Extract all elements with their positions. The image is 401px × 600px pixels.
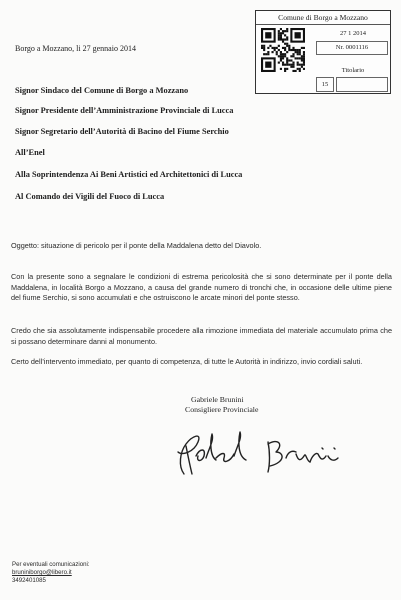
stamp-empty-box (336, 77, 388, 92)
recipient-mayor: Signor Sindaco del Comune di Borgo a Mozzano (15, 86, 189, 95)
recipient-soprintendenza: Alla Soprintendenza Ai Beni Artistici ed Architettonici di Lucca (15, 170, 243, 179)
body-paragraph-3: Certo dell’intervento immediato, per quanto di competenza, di tutte le Autorità in indirizzo, invio cordiali saluti. (11, 357, 363, 366)
recipient-fire-brigade: Al Comando dei Vigili del Fuoco di Lucca (15, 192, 165, 201)
protocol-stamp (255, 10, 391, 94)
footer-contact-label: Per eventuali comunicazioni: (12, 561, 90, 568)
stamp-titolario-label: Titolario (341, 67, 365, 74)
qr-code-icon (261, 28, 305, 72)
footer-phone: 3492401085 (12, 577, 46, 584)
body-paragraph-2: Credo che sia assolutamente indispensabile procedere alla rimozione immediata del materiale accumulato prima che si possano determinare danni al monumento. (11, 326, 392, 346)
signer-role: Consigliere Provinciale (185, 405, 259, 414)
recipient-basin-secretary: Signor Segretario dell’Autorità di Bacino del Fiume Serchio (15, 127, 229, 136)
footer-email-link[interactable]: bruniniborgo@libero.it (12, 569, 72, 576)
stamp-office: Comune di Borgo a Mozzano (256, 11, 390, 25)
place-date: Borgo a Mozzano, li 27 gennaio 2014 (15, 44, 136, 53)
recipient-enel: All’Enel (15, 148, 45, 157)
subject-line: Oggetto: situazione di pericolo per il ponte della Maddalena detto del Diavolo. (11, 241, 262, 250)
recipient-province-president: Signor Presidente dell’Amministrazione Provinciale di Lucca (15, 106, 234, 115)
stamp-date: 27 1 2014 (340, 30, 366, 37)
stamp-classification: 15 (316, 77, 334, 92)
handwritten-signature (172, 412, 348, 478)
stamp-number: Nr. 0001116 (316, 41, 388, 55)
signer-name: Gabriele Brunini (191, 395, 244, 404)
body-paragraph-1: Con la presente sono a segnalare le condizioni di estrema pericolosità che si sono determinate per il ponte della Maddalena, in località Borgo a Mozzano, a causa del grande numero di tronchi che, in occasione delle ultime piene del fiume Serchio, si sono accumulati e che ostruiscono le arcate minori del ponte stesso. (11, 272, 392, 302)
